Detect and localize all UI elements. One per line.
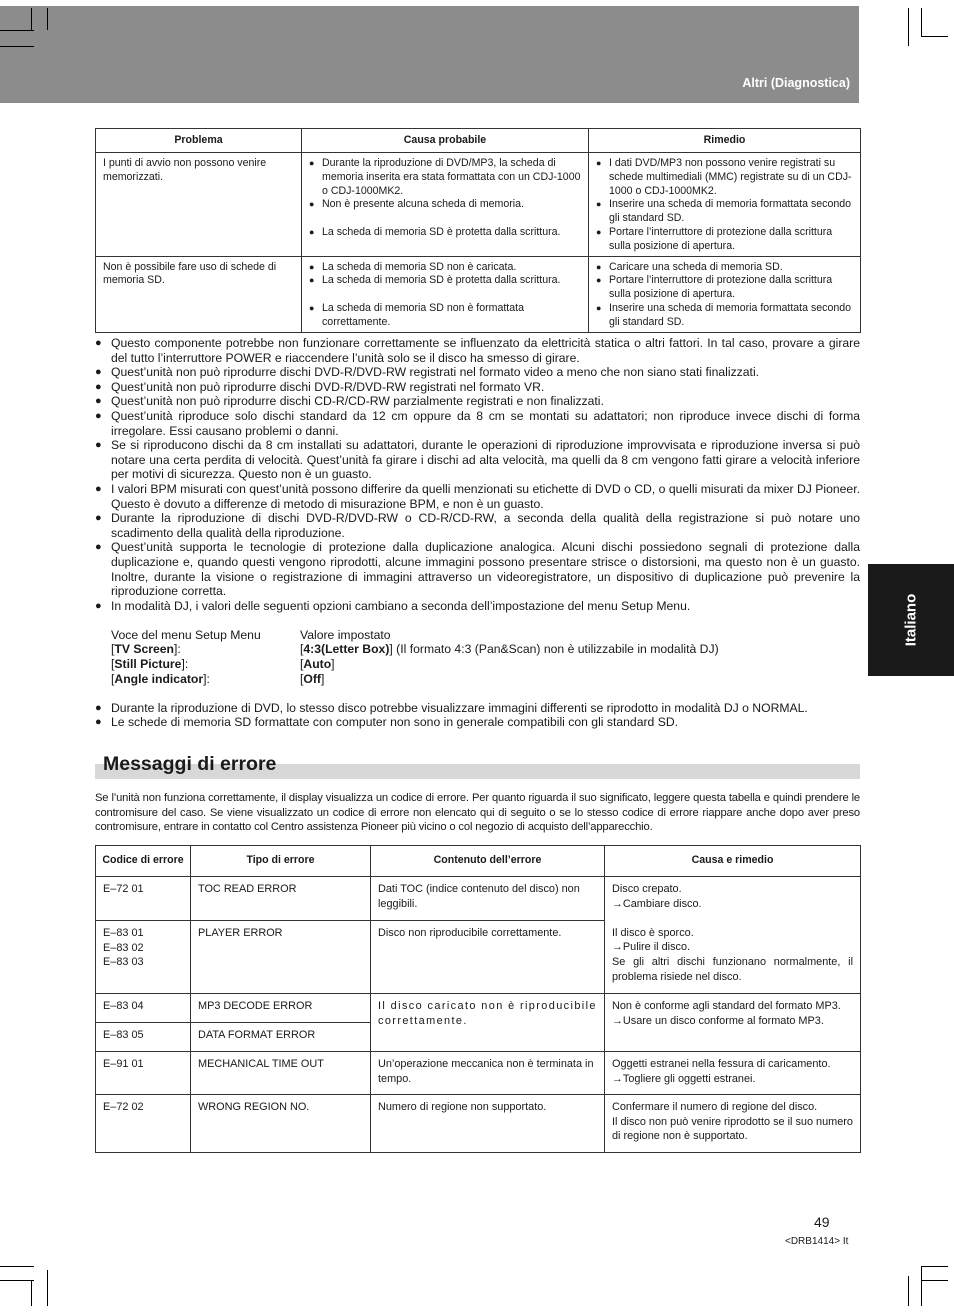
error-content: Il disco caricato non è riproducibile correttamente. <box>371 994 605 1052</box>
error-code: E–72 02 <box>96 1095 191 1153</box>
dj-setting-row: [TV Screen]: [4:3(Letter Box)] (Il formato 4:3 (Pan&Scan) non è utilizzabile in modalità DJ) <box>111 642 719 657</box>
section-title: Messaggi di errore <box>103 753 277 775</box>
error-content: Numero di regione non supportato. <box>371 1095 605 1153</box>
cause-item: ● La scheda di memoria SD non è caricata. <box>309 261 582 275</box>
notes-section <box>95 336 860 730</box>
note-item: ● Quest’unità non può riprodurre dischi CD-R/CD-RW parzialmente registrati e non finalizzati. <box>95 394 860 409</box>
table-row <box>96 1095 861 1153</box>
language-tab <box>868 564 954 676</box>
setting-item-header: Voce del menu Setup Menu <box>111 627 261 642</box>
error-code: E–83 01 E–83 02 E–83 03 <box>96 921 191 994</box>
note-item: ● Durante la riproduzione di DVD, lo stesso disco potrebbe visualizzare immagini differenti se riprodotto in modalità DJ o NORMAL. <box>95 701 860 716</box>
error-type: DATA FORMAT ERROR <box>191 1023 371 1052</box>
note-item: ● In modalità DJ, i valori delle seguenti opzioni cambiano a seconda dell’impostazione del menu Setup Menu. <box>95 599 860 614</box>
section-intro: Se l’unità non funziona correttamente, il display visualizza un codice di errore. Per quanto riguarda il suo significato, leggere questa tabella e quindi prendere le contromisure del caso. Se viene visualizzato un codice di errore non elencato qui di seguito o se lo stesso codice di errore riappare anche dopo aver preso contromisure, entrare in contatto col Centro assistenza Pioneer più vicino o col negozio di acquisto dell’apparecchio. <box>95 792 860 834</box>
remedy-item: ● Portare l’interruttore di protezione dalla scrittura sulla posizione di apertura. <box>596 274 854 302</box>
error-type: MP3 DECODE ERROR <box>191 994 371 1023</box>
error-code: E–91 01 <box>96 1052 191 1095</box>
table-row <box>96 153 861 257</box>
table-row <box>96 1052 861 1095</box>
remedy-item: ● Inserire una scheda di memoria formattata secondo gli standard SD. <box>596 302 854 330</box>
note-item: ● Quest’unità supporta le tecnologie di protezione dalla duplicazione analogica. Alcuni dischi possiedono segnali di protezione dalla duplicazione e, quando questi vengono riprodotti, alcune immagini possono presentare strisce o distorsioni, ma questo non è un guasto. Inoltre, durante la visione o registrazione di immagini attraverso un videoregistratore, un dispositivo di duplicazione può prevenire la riproduzione corretta. <box>95 540 860 598</box>
error-remedy: Oggetti estranei nella fessura di caricamento. → Togliere gli oggetti estranei. <box>605 1052 861 1095</box>
column-header: Codice di errore <box>96 846 191 877</box>
table-row <box>96 994 861 1023</box>
note-item: ● Quest’unità non può riprodurre dischi DVD-R/DVD-RW registrati nel formato VR. <box>95 380 860 395</box>
remedy-cell <box>589 153 861 257</box>
error-codes-table <box>95 845 861 1153</box>
setting-value-header: Valore impostato <box>300 627 391 642</box>
table-header-row <box>96 129 861 153</box>
setting-item: Still Picture <box>114 657 182 672</box>
column-header: Contenuto dell’errore <box>371 846 605 877</box>
cause-item: ● La scheda di memoria SD non è formattata correttamente. <box>309 302 582 330</box>
column-header: Tipo di errore <box>191 846 371 877</box>
column-header: Rimedio <box>589 129 861 153</box>
setting-item: TV Screen <box>114 642 175 657</box>
troubleshooting-table <box>95 128 861 333</box>
remedy-item: ● Portare l’interruttore di protezione dalla scrittura sulla posizione di apertura. <box>596 226 854 254</box>
note-item: ● Quest’unità riproduce solo dischi standard da 12 cm oppure da 8 cm se montati su adattatori; non riproduce invece dischi di forma irregolare. Essi causano problemi o danni. <box>95 409 860 438</box>
dj-settings-header <box>111 628 860 643</box>
dj-setting-row: [Still Picture]: [Auto] <box>111 657 335 672</box>
error-type: PLAYER ERROR <box>191 921 371 994</box>
cause-cell <box>302 256 589 332</box>
table-row <box>96 256 861 332</box>
setting-value: Auto <box>303 657 332 672</box>
error-type: WRONG REGION NO. <box>191 1095 371 1153</box>
problem-cell: Non è possibile fare uso di schede di memoria SD. <box>96 256 302 332</box>
note-item: ● Questo componente potrebbe non funzionare correttamente se influenzato da elettricità statica o altri fattori. In tal caso, provare a girare del tutto l’interruttore POWER e riaccendere l’unità solo se il disco ha smesso di girare. <box>95 336 860 365</box>
error-content: Dati TOC (indice contenuto del disco) non leggibili. <box>371 877 605 921</box>
setting-value: Off <box>303 671 321 686</box>
note-item: ● Quest’unità non può riprodurre dischi DVD-R/DVD-RW registrati nel formato video a meno che non siano stati finalizzati. <box>95 365 860 380</box>
dj-settings-table <box>111 628 860 686</box>
cause-item: ● La scheda di memoria SD è protetta dalla scrittura. <box>309 226 582 240</box>
cause-item: ● Non è presente alcuna scheda di memoria. <box>309 198 582 212</box>
error-code: E–72 01 <box>96 877 191 921</box>
table-row <box>96 877 861 921</box>
error-code: E–83 04 <box>96 994 191 1023</box>
note-item: ● Se si riproducono dischi da 8 cm installati su adattatori, durante le operazioni di riproduzione improvvisata e riproduzione inversa si può notare una certa perdita di velocità. Quest’unità fa girare i dischi ad alta velocità, ma quelli da 8 cm vengono fatti girare a velocità inferiore per motivi di sicurezza. Questo non è un guasto. <box>95 438 860 482</box>
error-content: Un’operazione meccanica non è terminata in tempo. <box>371 1052 605 1095</box>
note-item: ● I valori BPM misurati con quest’unità possono differire da quelli menzionati su etichette di DVD o CD, o quelli misurati da mixer DJ Pioneer. Questo è dovuto a differenze di metodo di misurazione BPM, e non è un guasto. <box>95 482 860 511</box>
error-type: TOC READ ERROR <box>191 877 371 921</box>
problem-cell: I punti di avvio non possono venire memorizzati. <box>96 153 302 257</box>
error-content: Disco non riproducibile correttamente. <box>371 921 605 994</box>
error-remedy: Confermare il numero di regione del disco. Il disco non può venire riprodotto se il suo numero di regione non è supportato. <box>605 1095 861 1153</box>
column-header: Causa probabile <box>302 129 589 153</box>
note-item: ● Le schede di memoria SD formattate con computer non sono in generale compatibili con gli standard SD. <box>95 715 860 730</box>
setting-note: (Il formato 4:3 (Pan&Scan) non è utilizzabile in modalità DJ) <box>392 642 719 657</box>
remedy-cell <box>589 256 861 332</box>
language-tab-label: Italiano <box>902 593 920 647</box>
remedy-item: ● Caricare una scheda di memoria SD. <box>596 261 854 275</box>
dj-setting-row: [Angle indicator]: [Off] <box>111 671 325 686</box>
page-number: 49 <box>814 1214 830 1230</box>
setting-value: 4:3(Letter Box) <box>303 642 390 657</box>
error-remedy: Disco crepato. → Cambiare disco. Il disco è sporco. → Pulire il disco. Se gli altri dischi funzionano normalmente, il problema risiede nel disco. <box>605 877 861 994</box>
remedy-item: ● Inserire una scheda di memoria formattata secondo gli standard SD. <box>596 198 854 226</box>
header-bar <box>0 6 859 103</box>
cause-item: ● Durante la riproduzione di DVD/MP3, la scheda di memoria inserita era stata formattata con un CDJ-1000 o CDJ-1000MK2. <box>309 157 582 198</box>
error-remedy: Non è conforme agli standard del formato MP3. → Usare un disco conforme al formato MP3. <box>605 994 861 1052</box>
remedy-item: ● I dati DVD/MP3 non possono venire registrati su schede multimediali (MMC) registrate su di un CDJ-1000 o CDJ-1000MK2. <box>596 157 854 198</box>
error-type: MECHANICAL TIME OUT <box>191 1052 371 1095</box>
cause-cell <box>302 153 589 257</box>
document-code: <DRB1414> It <box>785 1236 849 1247</box>
header-title: Altri (Diagnostica) <box>742 76 850 90</box>
column-header: Problema <box>96 129 302 153</box>
error-code: E–83 05 <box>96 1023 191 1052</box>
note-item: ● Durante la riproduzione di dischi DVD-R/DVD-RW o CD-R/CD-RW, a seconda della qualità della registrazione si può notare uno scadimento della qualità della riproduzione. <box>95 511 860 540</box>
cause-item: ● La scheda di memoria SD è protetta dalla scrittura. <box>309 274 582 288</box>
table-header-row <box>96 846 861 877</box>
setting-item: Angle indicator <box>114 671 204 686</box>
column-header: Causa e rimedio <box>605 846 861 877</box>
